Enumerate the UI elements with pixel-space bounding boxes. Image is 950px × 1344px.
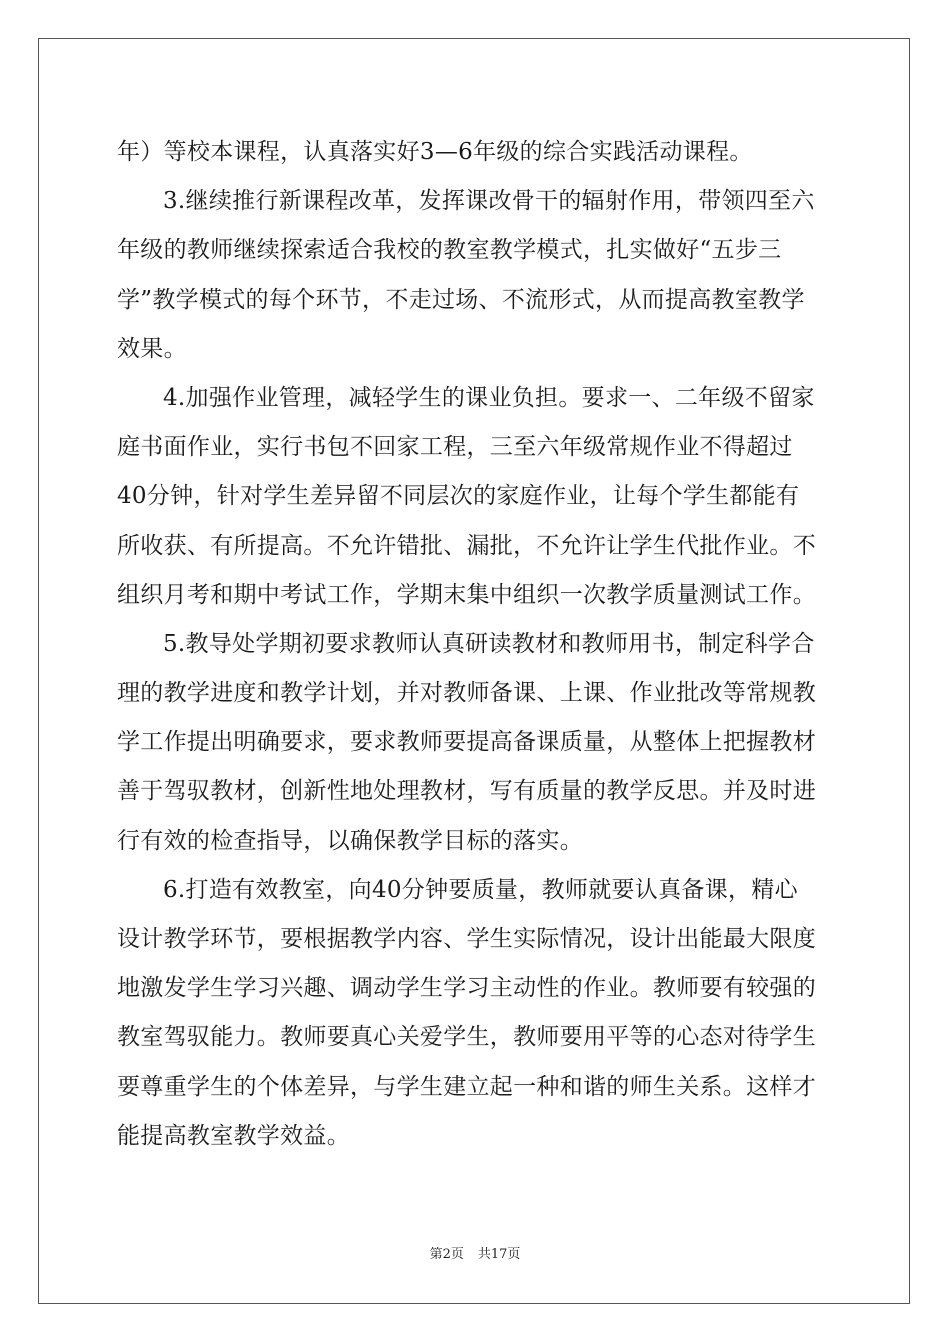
page-total: 共17页 — [477, 1247, 521, 1262]
text-line: 3.继续推行新课程改革，发挥课改骨干的辐射作用，带领四至六 — [163, 188, 815, 215]
page-number: 第2页 — [429, 1247, 464, 1262]
text-line: 40分钟，针对学生差异留不同层次的家庭作业，让每个学生都能有 — [117, 483, 800, 510]
text-line: 行有效的检查指导，以确保教学目标的落实。 — [117, 827, 583, 854]
text-line: 设计教学环节，要根据教学内容、学生实际情况，设计出能最大限度 — [117, 926, 816, 952]
text-line: 年）等校本课程，认真落实好3—6年级的综合实践活动课程。 — [117, 139, 753, 165]
text-line: 效果。 — [117, 335, 187, 362]
text-line: 学工作提出明确要求，要求教师要提高备课质量，从整体上把握教材 — [117, 729, 816, 756]
text-line: 要尊重学生的个体差异，与学生建立起一种和谐的师生关系。这样才 — [117, 1073, 816, 1100]
text-line: 能提高教室教学效益。 — [117, 1122, 350, 1149]
text-line: 组织月考和期中考试工作，学期末集中组织一次教学质量测试工作。 — [117, 581, 816, 608]
page-footer — [0, 1245, 950, 1265]
text-line: 善于驾驭教材，创新性地处理教材，写有质量的教学反思。并及时进 — [117, 778, 816, 805]
text-line: 教室驾驭能力。教师要真心关爱学生，教师要用平等的心态对待学生 — [117, 1024, 816, 1051]
text-line: 年级的教师继续探索适合我校的教室教学模式，扎实做好“五步三 — [117, 237, 782, 264]
text-line: 6.打造有效教室，向40分钟要质量，教师就要认真备课，精心 — [163, 876, 798, 903]
text-line: 理的教学进度和教学计划，并对教师备课、上课、作业批改等常规教 — [117, 680, 816, 707]
text-line: 所收获、有所提高。不允许错批、漏批，不允许让学生代批作业。不 — [117, 532, 816, 559]
text-line: 4.加强作业管理，减轻学生的课业负担。要求一、二年级不留家 — [163, 384, 815, 411]
text-line: 庭书面作业，实行书包不回家工程，三至六年级常规作业不得超过 — [117, 434, 793, 461]
text-line: 5.教导处学期初要求教师认真研读教材和教师用书，制定科学合 — [163, 630, 815, 657]
text-line: 学”教学模式的每个环节，不走过场、不流形式，从而提高教室教学 — [117, 286, 805, 313]
text-line: 地激发学生学习兴趣、调动学生学习主动性的作业。教师要有较强的 — [117, 975, 816, 1002]
document-body — [117, 128, 833, 1161]
